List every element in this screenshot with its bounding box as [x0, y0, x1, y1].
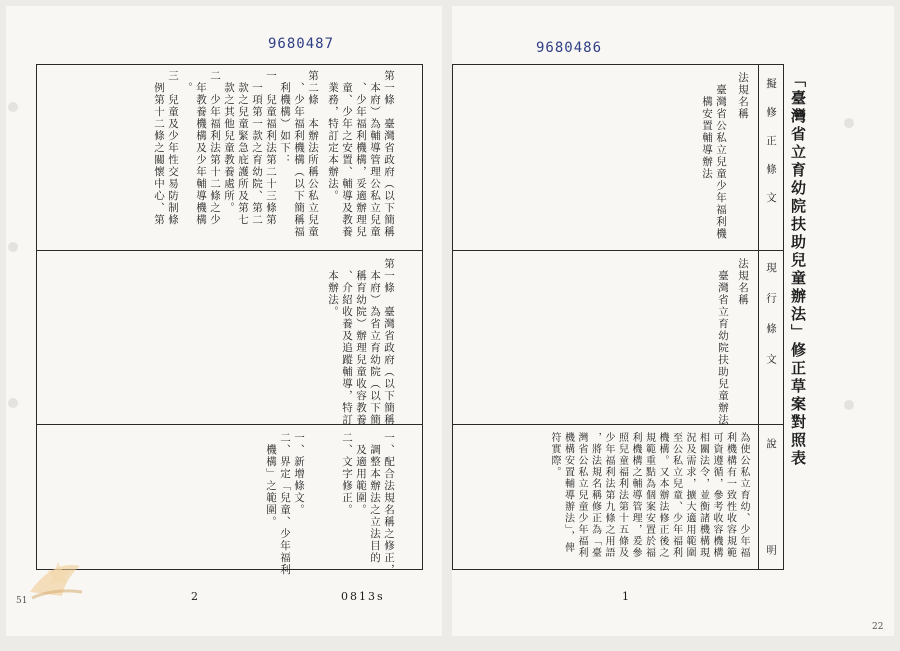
binding-hole — [8, 102, 18, 112]
row-divider — [452, 250, 783, 251]
row-divider — [452, 424, 783, 425]
library-logo-icon — [22, 552, 92, 612]
binding-hole — [844, 118, 854, 128]
explanation-regulation-name: 為使公私立育幼、少年福 利機構有一致性收容規範 可資遵循，參考收容機構 相關法令，並衡諸機構現 況及需求，擴大適用範圍 至公私立兒童、少年福利 機構。又本辦法修正後之 規範重點為個案安置於福 利機構之輔導管理，爰參 照兒童福利法第十五條及 少年福利法第九條之用語 ，將法規名稱修正為「臺 灣省公私立兒童少年福利 機構安置輔導辦法」，俾 符實際。 — [549, 432, 749, 559]
header-current-articles: 現行條文 — [765, 262, 777, 384]
left-page — [6, 6, 442, 636]
amended-article-2: 第二條 本辦法所稱公私立兒童 、少年福利機構（以下簡稱福 利機構）如下： 一 兒童福利法第二十三條第 一項第一款之育幼院、第二 款之兒童緊急庇護所及第七 款之其他兒童教養處所。 二 少年福利法第十二條之少 年教養機構及少年輔導機構 。 三 兒童及少年性交易防制條 例第十二條之關懷中心、第 — [153, 70, 319, 238]
explanation-article-1: 一、配合法規名稱之修正， 調整本辦法之立法目的 及適用範圍。 二、文字修正。 — [341, 432, 395, 576]
amended-article-1: 第一條 臺灣省政府（以下簡稱 本府）為輔導管理公私立兒童 、少年福利機構，妥適辦理兒 童、少年之安置、輔導及教養 業務，特訂定本辦法。 — [327, 70, 395, 238]
binding-hole — [8, 242, 18, 252]
footer-code: 0813s — [341, 590, 385, 603]
row-divider — [36, 250, 422, 251]
document-stamp-number: 9680487 — [268, 36, 335, 52]
current-regulation-name: 臺灣省立育幼院扶助兒童辦法 — [717, 270, 729, 426]
right-page — [452, 6, 894, 651]
amended-name-label: 法規名稱 — [737, 72, 749, 120]
document-stamp-number: 9680486 — [536, 40, 603, 56]
binding-hole — [8, 398, 18, 408]
header-column-divider — [758, 64, 759, 569]
explanation-article-2: 一、新增條文。 二、界定「兒童、少年福利 機構」之範圍。 — [265, 432, 305, 576]
corner-mark: 51 — [16, 596, 28, 606]
binding-hole — [844, 400, 854, 410]
header-amended-articles: 擬修正條文 — [765, 78, 777, 221]
page-number: 1 — [622, 590, 629, 603]
corner-mark: 22 — [872, 622, 884, 632]
document-title: 「臺灣省立育幼院扶助兒童辦法」修正草案對照表 — [789, 72, 807, 468]
current-article-1: 第一條 臺灣省政府（以下簡稱 本府）為省立育幼院（以下簡 稱育幼院）辦理兒童收容教養 、介紹收養及追蹤輔導，特訂 本辦法。 — [327, 258, 395, 426]
page-number: 2 — [191, 590, 198, 603]
current-name-label: 法規名稱 — [737, 258, 749, 306]
header-explanation: 說明 — [765, 438, 777, 651]
amended-regulation-name: 臺灣省公私立兒童少年福利機 構安置輔導辦法 — [701, 84, 727, 240]
